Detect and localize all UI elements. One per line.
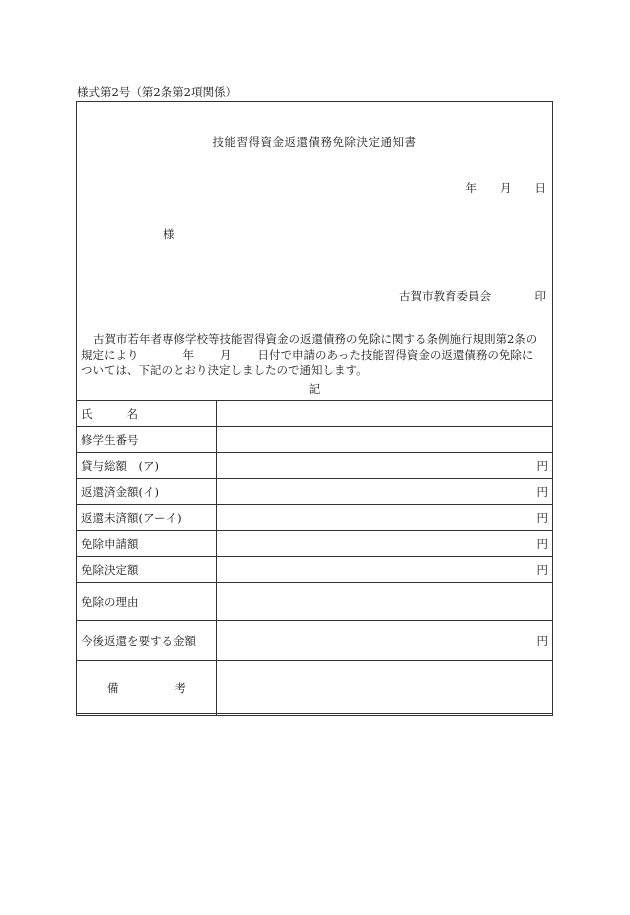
notice-body <box>81 332 548 379</box>
exemption-requested-label: 免除申請額 <box>77 531 217 557</box>
repaid-yen: 円 <box>217 479 553 505</box>
table-row <box>77 401 553 427</box>
repaid-label: 返還済金額(イ) <box>77 479 217 505</box>
name-label <box>77 401 217 427</box>
future-amount-yen: 円 <box>217 621 553 661</box>
unpaid-yen: 円 <box>217 505 553 531</box>
exemption-decided-label: 免除決定額 <box>77 557 217 583</box>
table-row <box>77 479 553 505</box>
details-table <box>76 400 553 716</box>
form-number: 様式第2号（第2条第2項関係） <box>77 85 237 99</box>
name-value <box>217 401 553 427</box>
table-row <box>77 505 553 531</box>
body-line-3: ついては、下記のとおり決定しましたので通知します。 <box>81 363 368 377</box>
document-title: 技能習得資金返還債務免除決定通知書 <box>212 135 417 149</box>
name-label-1: 氏 <box>81 406 93 421</box>
future-amount-label: 今後返還を要する金額 <box>77 621 217 661</box>
unpaid-label: 返還未済額(アーイ) <box>77 505 217 531</box>
student-number-label: 修学生番号 <box>77 427 217 453</box>
remarks-value <box>217 661 553 716</box>
exemption-decided-yen: 円 <box>217 557 553 583</box>
ki-heading: 記 <box>308 382 321 396</box>
table-row <box>77 531 553 557</box>
remarks-label-2: 考 <box>174 681 186 695</box>
body-line-1: 古賀市若年者専修学校等技能習得資金の返還債務の免除に関する条例施行規則第2条の <box>93 332 538 346</box>
notice-frame <box>76 101 553 714</box>
loan-total-label: 貸与総額 (ア) <box>77 453 217 479</box>
date-line: 年 月 日 <box>465 181 546 195</box>
table-row <box>77 427 553 453</box>
student-number-value <box>217 427 553 453</box>
table-row <box>77 557 553 583</box>
remarks-label-1: 備 <box>107 681 119 695</box>
recipient-suffix: 様 <box>163 227 175 241</box>
body-line-2 <box>81 348 548 364</box>
body-month: 月 <box>220 347 232 362</box>
seal-mark: 印 <box>534 289 546 303</box>
table-row <box>77 453 553 479</box>
body-year: 年 <box>182 347 194 362</box>
reason-value <box>217 583 553 621</box>
name-label-2: 名 <box>126 406 138 421</box>
reason-label: 免除の理由 <box>77 583 217 621</box>
body-line-2-a: 規定により <box>81 347 139 362</box>
table-row <box>77 583 553 621</box>
remarks-label <box>77 661 217 716</box>
table-row <box>77 661 553 716</box>
body-line-2-b: 日付で申請のあった技能習得資金の返還債務の免除に <box>257 347 534 362</box>
exemption-requested-yen: 円 <box>217 531 553 557</box>
table-row <box>77 621 553 661</box>
issuer-name: 古賀市教育委員会 <box>399 289 491 303</box>
loan-total-yen: 円 <box>217 453 553 479</box>
